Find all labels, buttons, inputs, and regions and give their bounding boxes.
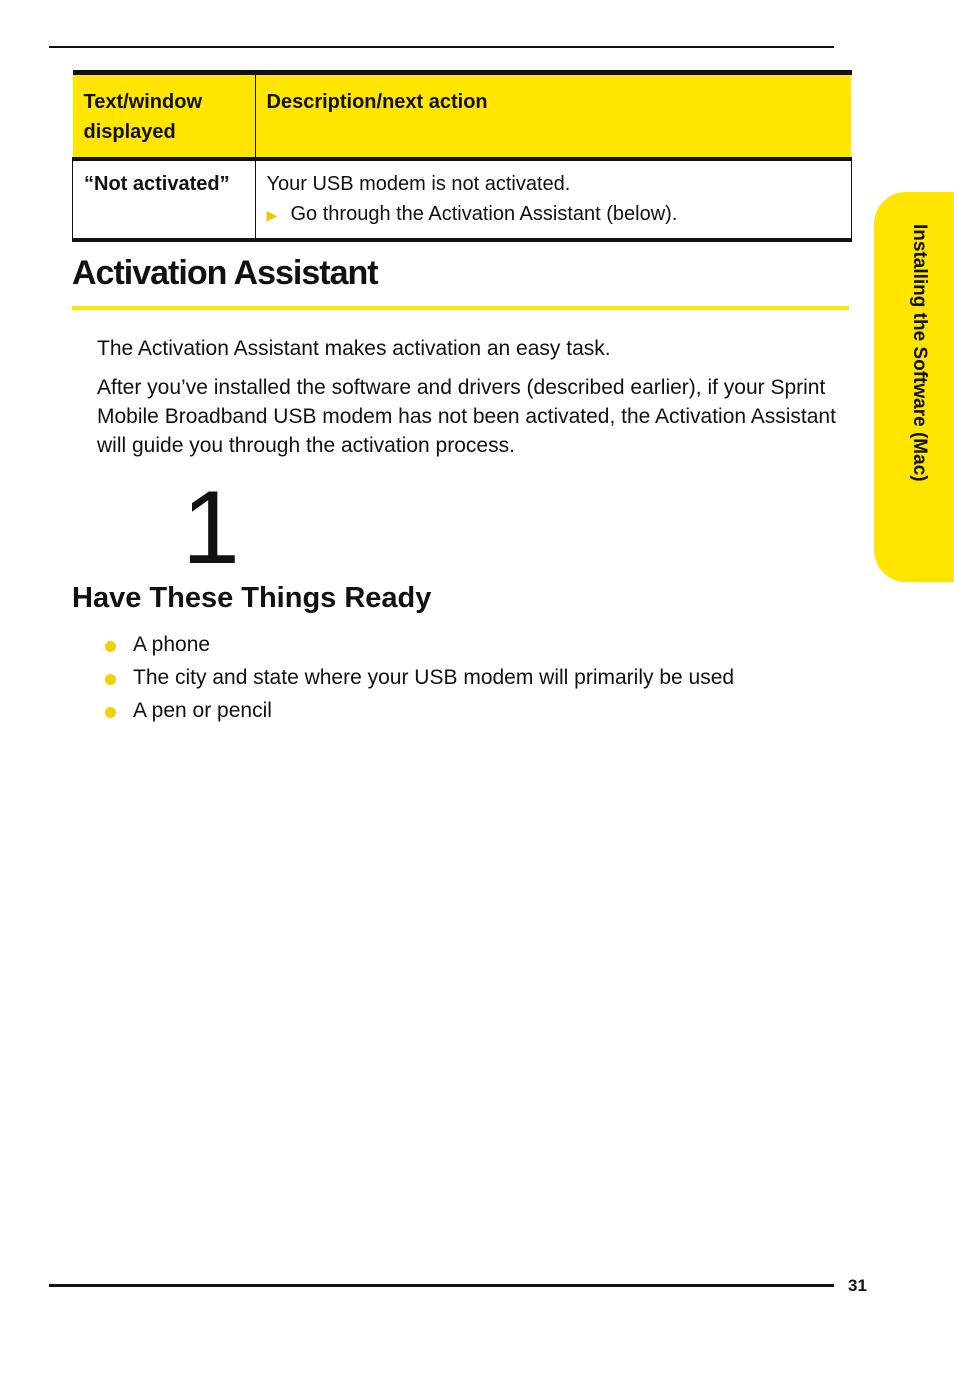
column-header-description: Description/next action <box>255 73 852 160</box>
description-text: Your USB modem is not activated. <box>266 173 571 195</box>
status-table <box>72 70 852 242</box>
bullet-icon <box>105 707 116 718</box>
arrow-right-icon: ▶ <box>266 207 278 223</box>
next-action <box>267 199 842 230</box>
table-cell-text: “Not activated” <box>73 159 256 240</box>
list-item <box>105 694 734 727</box>
body-paragraph: After you’ve installed the software and drivers (described earlier), if your Sprint Mobile Broadband USB modem has not been activated, the Activation Assistant will guide you through the activation process. <box>97 376 836 457</box>
table-header-row <box>73 73 852 160</box>
chapter-tab <box>874 192 954 582</box>
next-action-text: Go through the Activation Assistant (below). <box>290 203 678 225</box>
bullet-icon <box>105 641 116 652</box>
step-number: 1 <box>182 470 240 586</box>
table-cell-description <box>255 159 852 240</box>
table-row <box>73 159 852 240</box>
list-item-text: A pen or pencil <box>133 699 272 722</box>
section-title-underline <box>72 306 849 310</box>
list-item-text: The city and state where your USB modem will primarily be used <box>133 666 735 689</box>
section-title: Activation Assistant <box>72 254 378 292</box>
header-rule <box>49 46 834 48</box>
list-item-text: A phone <box>133 633 211 656</box>
bullet-icon <box>105 674 116 685</box>
chapter-tab-label: Installing the Software (Mac) <box>909 224 930 482</box>
checklist <box>105 628 734 727</box>
page-number: 31 <box>848 1276 867 1295</box>
footer-rule <box>49 1284 834 1287</box>
column-header-text: Text/window displayed <box>73 73 256 160</box>
list-item <box>105 661 734 694</box>
list-item <box>105 628 734 661</box>
subheading: Have These Things Ready <box>72 582 432 614</box>
intro-paragraph: The Activation Assistant makes activation an easy task. <box>97 337 611 360</box>
